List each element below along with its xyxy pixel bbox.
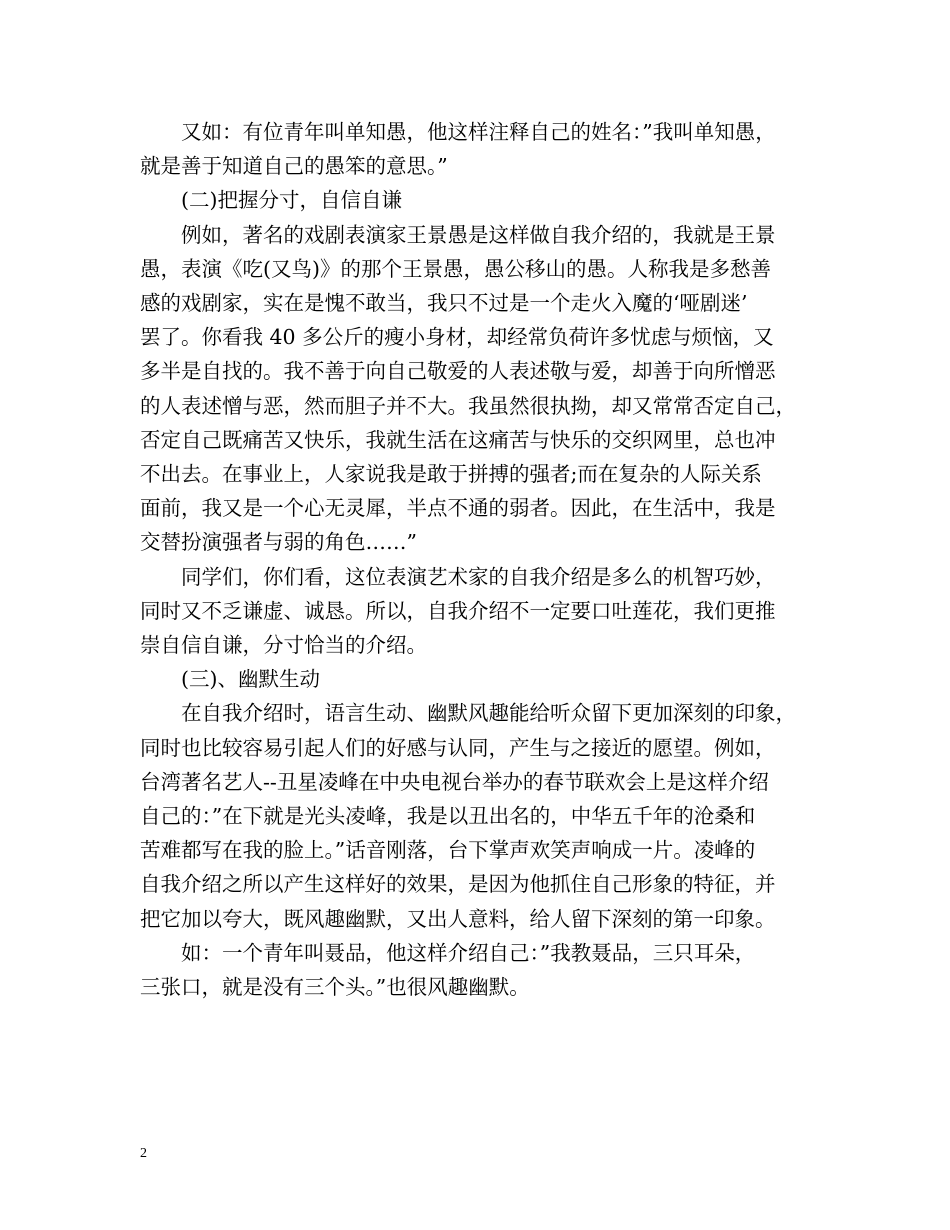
text-line: 就是善于知道自己的愚笨的意思。” xyxy=(140,154,448,179)
text-line: 交替扮演强者与弱的角色……” xyxy=(140,530,417,555)
paragraph-example-shan-zhiyu xyxy=(140,115,830,183)
text-line: 三张口，就是没有三个头。”也很风趣幽默。 xyxy=(140,975,530,1000)
text-line: 台湾著名艺人--丑星凌峰在中央电视台举办的春节联欢会上是这样介绍 xyxy=(140,769,769,794)
paragraph-example-ling-feng xyxy=(140,696,830,935)
text-line: 自己的：”在下就是光头凌峰，我是以丑出名的，中华五千年的沧桑和 xyxy=(140,804,756,829)
text-line: (二)把握分寸，自信自谦 xyxy=(181,188,402,213)
text-line: 不出去。在事业上，人家说我是敢于拼搏的强者;而在复杂的人际关系 xyxy=(140,462,762,487)
text-line: 同时也比较容易引起人们的好感与认同，产生与之接近的愿望。例如， xyxy=(140,735,776,760)
text-line: (三)、幽默生动 xyxy=(181,667,320,692)
text-line: 苦难都写在我的脸上。”话音刚落，台下掌声欢笑声响成一片。凌峰的 xyxy=(140,838,756,863)
text-line: 多半是自找的。我不善于向自己敬爱的人表述敬与爱，却善于向所憎恶 xyxy=(140,359,776,384)
section-heading-2 xyxy=(140,183,830,217)
paragraph-commentary xyxy=(140,560,830,663)
text-line: 的人表述憎与恶，然而胆子并不大。我虽然很执拗，却又常常否定自己， xyxy=(140,393,796,418)
text-line: 罢了。你看我 40 多公斤的瘦小身材，却经常负荷许多忧虑与烦恼，又 xyxy=(140,325,774,350)
text-line: 又如：有位青年叫单知愚，他这样注释自己的姓名：”我叫单知愚， xyxy=(181,120,776,144)
text-line: 愚，表演《吃(又鸟)》的那个王景愚，愚公移山的愚。人称我是多愁善 xyxy=(140,256,771,281)
text-line: 否定自己既痛苦又快乐，我就生活在这痛苦与快乐的交织网里，总也冲 xyxy=(140,427,776,452)
text-line: 感的戏剧家，实在是愧不敢当，我只不过是一个走火入魔的‘哑剧迷’ xyxy=(140,291,748,316)
text-line: 自我介绍之所以产生这样好的效果，是因为他抓住自己形象的特征，并 xyxy=(140,872,776,897)
text-line: 如：一个青年叫聂品，他这样介绍自己：”我教聂品，三只耳朵， xyxy=(181,940,756,965)
document-body xyxy=(140,115,830,1004)
text-line: 例如，著名的戏剧表演家王景愚是这样做自我介绍的，我就是王景 xyxy=(181,222,776,247)
text-line: 崇自信自谦，分寸恰当的介绍。 xyxy=(140,633,427,658)
section-heading-3 xyxy=(140,662,830,696)
paragraph-example-wang-jingyu xyxy=(140,218,830,560)
text-line: 把它加以夸大，既风趣幽默，又出人意料，给人留下深刻的第一印象。 xyxy=(140,906,776,931)
text-line: 面前，我又是一个心无灵犀，半点不通的弱者。因此，在生活中，我是 xyxy=(140,496,776,521)
text-line: 同学们，你们看，这位表演艺术家的自我介绍是多么的机智巧妙， xyxy=(181,564,776,589)
page-number: 2 xyxy=(140,1146,147,1161)
text-line: 在自我介绍时，语言生动、幽默风趣能给听众留下更加深刻的印象， xyxy=(181,701,796,726)
text-line: 同时又不乏谦虚、诚恳。所以，自我介绍不一定要口吐莲花，我们更推 xyxy=(140,598,776,623)
paragraph-example-nie-pin xyxy=(140,936,830,1004)
